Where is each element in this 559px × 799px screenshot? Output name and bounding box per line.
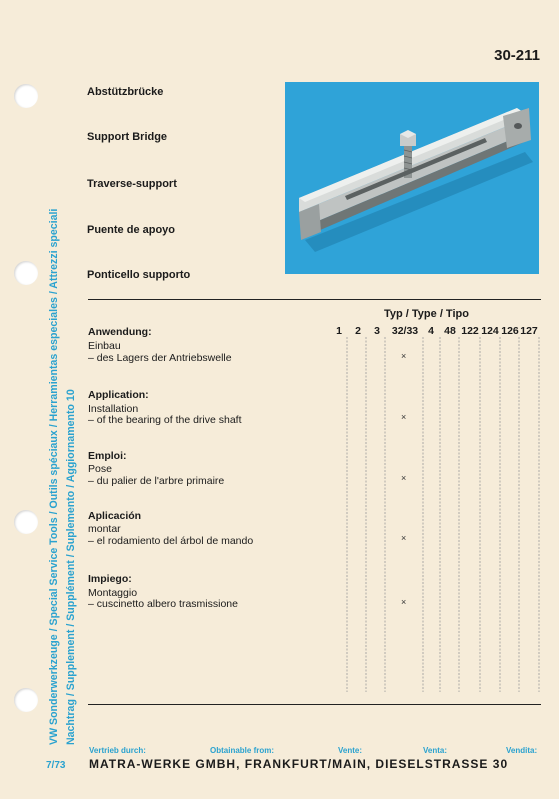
section-line-fr-2: – du palier de l'arbre primaire [88,475,225,487]
edition-date: 7/73 [46,760,66,771]
section-heading-es: Aplicación [88,510,142,522]
applicability-mark-it: × [401,597,407,607]
tool-name-it: Ponticello supporto [87,269,191,281]
side-band-line2: Nachtrag / Supplement / Supplément / Suplemento / Aggiornamento 10 [65,389,77,745]
section-heading-de: Anwendung: [88,326,152,338]
tool-name-fr: Traverse-support [87,178,177,190]
section-heading-it: Impiego: [88,573,132,585]
side-band-line1: VW Sonderwerkzeuge / Special Service Tools / Outils spéciaux / Herramientas especiales / Attrezzi speciali [48,208,60,745]
section-line-es-2: – el rodamiento del árbol de mando [88,535,254,547]
type-column-122: 122 [461,325,479,337]
applicability-mark-en: × [401,412,407,422]
section-line-es-1: montar [88,523,121,535]
applicability-mark-fr: × [401,473,407,483]
section-line-it-2: – cuscinetto albero trasmissione [88,598,238,610]
bottom-rule [88,704,541,705]
tool-name-es: Puente de apoyo [87,224,176,236]
tool-name-en: Support Bridge [87,131,168,143]
type-column-4: 4 [428,325,434,337]
applicability-mark-de: × [401,351,407,361]
type-column-127: 127 [520,325,538,337]
document-number: 30-211 [494,47,540,64]
type-column-124: 124 [481,325,499,337]
type-column-32-33: 32/33 [391,325,419,337]
section-line-en-2: – of the bearing of the drive shaft [88,414,242,426]
footer-label-de: Vertrieb durch: [89,746,146,755]
section-heading-en: Application: [88,389,149,401]
section-line-de-2: – des Lagers der Antriebswelle [88,352,232,364]
type-column-126: 126 [501,325,519,337]
type-column-2: 2 [355,325,361,337]
section-heading-fr: Emploi: [88,450,127,462]
type-column-3: 3 [374,325,380,337]
section-line-en-1: Installation [88,403,139,415]
type-column-48: 48 [444,325,456,337]
footer-label-es: Venta: [423,746,448,755]
type-column-1: 1 [336,325,342,337]
section-line-fr-1: Pose [88,463,112,475]
section-line-it-1: Montaggio [88,587,138,599]
tool-name-de: Abstützbrücke [87,86,164,98]
footer-label-en: Obtainable from: [210,746,275,755]
section-line-de-1: Einbau [88,340,121,352]
applicability-mark-es: × [401,533,407,543]
distributor-company: MATRA-WERKE GMBH, FRANKFURT/MAIN, DIESELSTRASSE 30 [89,757,509,771]
footer-label-it: Vendita: [506,746,538,755]
type-table-title: Typ / Type / Tipo [384,308,469,320]
footer-label-fr: Vente: [338,746,363,755]
